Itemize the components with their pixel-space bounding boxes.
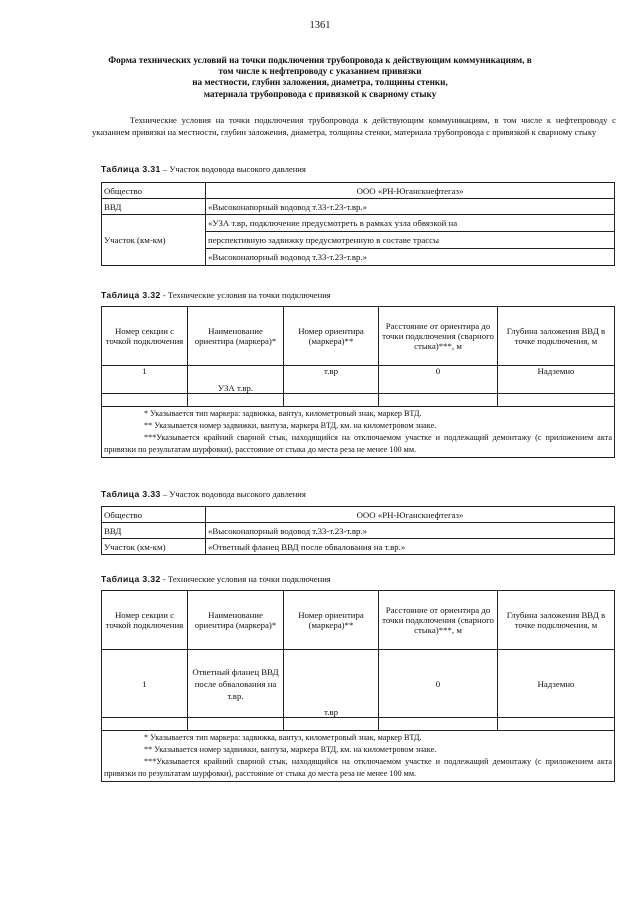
company-value: ООО «РН-Юганскнефтегаз» — [206, 507, 615, 523]
table-header-row — [102, 307, 615, 366]
cell-marker-name: Ответный фланец ВВД после обвалования на т.вр. — [188, 650, 284, 718]
cell-depth: Надземно — [498, 366, 615, 394]
header-depth: Глубина заложения ВВД в точке подключения, м — [498, 591, 615, 650]
header-distance: Расстояние от ориентира до точки подключения (сварного стыка)***, м — [379, 591, 498, 650]
vvd-value: «Высоконапорный водовод т.33-т.23-т.вр.» — [206, 199, 615, 215]
section-line-2: перспективную задвижку предусмотренную в составе трассы — [206, 232, 615, 249]
table-row — [102, 523, 615, 539]
table-3-32-second — [101, 590, 615, 782]
table-row — [102, 539, 615, 555]
table-caption-text: - Технические условия на точки подключения — [160, 574, 331, 584]
footnote-2: ** Указывается номер задвижки, вантуза, маркера ВТД, км. на километровом знаке. — [144, 745, 437, 754]
section-value: «Ответный фланец ВВД после обвалования на т.вр.» — [206, 539, 615, 555]
table-caption-text: – Участок водовода высокого давления — [160, 164, 306, 174]
document-title — [100, 55, 540, 100]
table-notes-row — [102, 731, 615, 782]
header-marker-number: Номер ориентира (маркера)** — [284, 307, 379, 366]
footnote-2: ** Указывается номер задвижки, вантуза, маркера ВТД, км. на километровом знаке. — [144, 421, 437, 430]
header-marker-number: Номер ориентира (маркера)** — [284, 591, 379, 650]
cell-section-number: 1 — [102, 650, 188, 718]
footnote-1: * Указывается тип маркера: задвижка, вантуз, километровый знак, маркер ВТД. — [144, 409, 422, 418]
cell-marker-number: т.вр — [284, 366, 379, 394]
title-line-2: том числе к нефтепроводу с указанием привязки — [218, 66, 422, 77]
table-3-32-first — [101, 306, 615, 458]
vvd-label: ВВД — [102, 523, 206, 539]
table-row — [102, 650, 615, 718]
table-caption-text: - Технические условия на точки подключения — [160, 290, 331, 300]
cell-marker-number: т.вр — [284, 650, 379, 718]
company-value: ООО «РН-Юганскнефтегаз» — [206, 183, 615, 199]
section-line-1: «УЗА т.вр, подключение предусмотреть в рамках узла обвязкой на — [206, 215, 615, 232]
table-3-31-caption — [101, 164, 306, 174]
table-label: Таблица 3.33 — [101, 489, 161, 499]
title-line-4: материала трубопровода с привязкой к сварному стыку — [203, 88, 437, 99]
section-label: Участок (км-км) — [102, 539, 206, 555]
table-row-empty — [102, 394, 615, 407]
footnotes — [102, 407, 615, 458]
table-caption-text: – Участок водовода высокого давления — [160, 489, 306, 499]
vvd-label: ВВД — [102, 199, 206, 215]
header-marker-name: Наименование ориентира (маркера)* — [188, 591, 284, 650]
table-3-33-caption — [101, 489, 306, 499]
title-line-1: Форма технических условий на точки подключения трубопровода к действующим коммуникациям, в — [108, 55, 532, 65]
section-line-3: «Высоконапорный водовод т.33-т.23-т.вр.» — [206, 249, 615, 266]
table-label: Таблица 3.32 — [101, 574, 161, 584]
table-3-32-caption — [101, 290, 331, 300]
title-line-3: на местности, глубин заложения, диаметра, толщины стенки, — [192, 77, 448, 88]
table-label: Таблица 3.32 — [101, 290, 161, 300]
table-row — [102, 366, 615, 394]
table-row — [102, 199, 615, 215]
vvd-value: «Высоконапорный водовод т.33-т.23-т.вр.» — [206, 523, 615, 539]
page-number: 1361 — [309, 20, 331, 31]
table-row — [102, 215, 615, 232]
footnotes — [102, 731, 615, 782]
table-3-32-second-caption — [101, 574, 331, 584]
cell-marker-name: УЗА т.вр. — [188, 366, 284, 394]
table-label: Таблица 3.31 — [101, 164, 161, 174]
table-notes-row — [102, 407, 615, 458]
header-section-number: Номер секции с точкой подключения — [102, 307, 188, 366]
section-label: Участок (км-км) — [102, 215, 206, 266]
footnote-1: * Указывается тип маркера: задвижка, вантуз, километровый знак, маркер ВТД. — [144, 733, 422, 742]
table-row — [102, 507, 615, 523]
table-row — [102, 183, 615, 199]
footnote-3: ***Указывается крайний сварной стык, находящийся на отключаемом участке и подлежащий демонтажу (с приложением акта привязки по результатам шурфовки), расстояние от стыка до места реза не менее 100 мм. — [104, 757, 612, 778]
table-header-row — [102, 591, 615, 650]
company-label: Общество — [102, 507, 206, 523]
cell-depth: Надземно — [498, 650, 615, 718]
header-marker-name: Наименование ориентира (маркера)* — [188, 307, 284, 366]
header-depth: Глубина заложения ВВД в точке подключения, м — [498, 307, 615, 366]
intro-paragraph: Технические условия на точки подключения трубопровода к действующим коммуникациям, в том числе к нефтепроводу с указанием привязки на местности, глубин заложения, диаметра, толщины стенки, материала трубопровода с привязкой к сварному стыку — [92, 115, 616, 138]
company-label: Общество — [102, 183, 206, 199]
header-section-number: Номер секции с точкой подключения — [102, 591, 188, 650]
table-row-empty — [102, 718, 615, 731]
cell-distance: 0 — [379, 650, 498, 718]
table-3-33 — [101, 506, 615, 555]
table-3-31 — [101, 182, 615, 266]
cell-section-number: 1 — [102, 366, 188, 394]
footnote-3: ***Указывается крайний сварной стык, находящийся на отключаемом участке и подлежащий демонтажу (с приложением акта привязки по результатам шурфовки), расстояние от стыка до места реза не менее 100 мм. — [104, 433, 612, 454]
header-distance: Расстояние от ориентира до точки подключения (сварного стыка)***, м — [379, 307, 498, 366]
cell-distance: 0 — [379, 366, 498, 394]
